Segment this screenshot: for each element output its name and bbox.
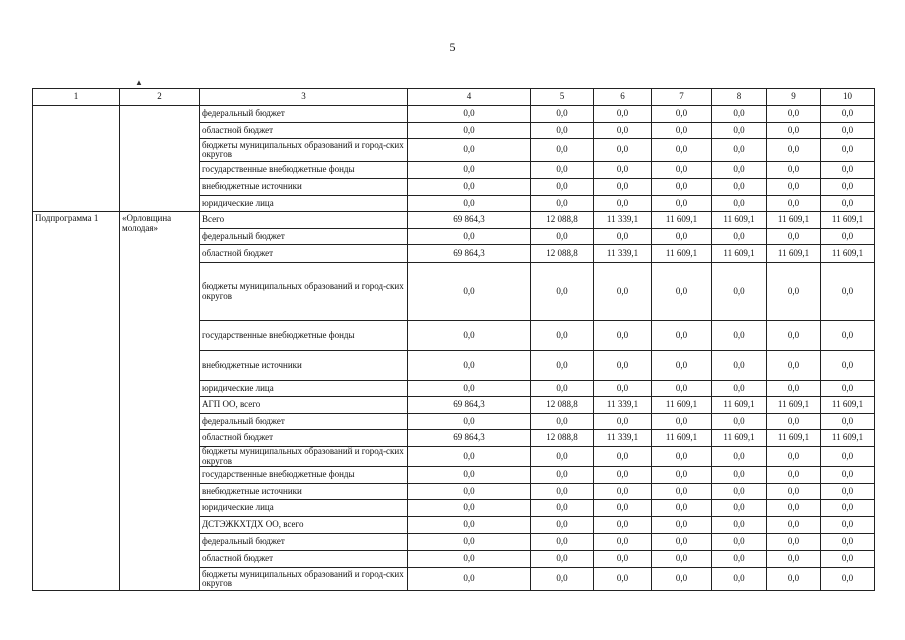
value-cell: 0,0 xyxy=(712,351,767,381)
source-label: АГП ОО, всего xyxy=(200,397,408,414)
value-cell: 0,0 xyxy=(821,500,875,517)
value-cell: 0,0 xyxy=(712,162,767,179)
value-cell: 0,0 xyxy=(652,500,712,517)
value-cell: 12 088,8 xyxy=(531,212,594,229)
source-label: юридические лица xyxy=(200,196,408,212)
value-cell: 11 609,1 xyxy=(652,430,712,447)
source-label: федеральный бюджет xyxy=(200,229,408,245)
source-label: внебюджетные источники xyxy=(200,484,408,500)
value-cell: 0,0 xyxy=(767,381,821,397)
value-cell: 11 339,1 xyxy=(594,430,652,447)
value-cell: 0,0 xyxy=(712,447,767,467)
value-cell: 0,0 xyxy=(767,568,821,591)
value-cell: 0,0 xyxy=(652,229,712,245)
value-cell: 0,0 xyxy=(594,179,652,196)
source-label: бюджеты муниципальных образований и город-ских округов xyxy=(200,447,408,467)
source-label: государственные внебюджетные фонды xyxy=(200,162,408,179)
value-cell: 0,0 xyxy=(531,534,594,551)
source-label: государственные внебюджетные фонды xyxy=(200,467,408,484)
value-cell: 0,0 xyxy=(821,229,875,245)
value-cell: 0,0 xyxy=(531,414,594,430)
value-cell: 0,0 xyxy=(531,179,594,196)
value-cell: 0,0 xyxy=(594,500,652,517)
value-cell: 0,0 xyxy=(767,229,821,245)
value-cell: 11 609,1 xyxy=(652,397,712,414)
value-cell: 0,0 xyxy=(531,321,594,351)
value-cell: 0,0 xyxy=(712,229,767,245)
value-cell: 0,0 xyxy=(408,534,531,551)
value-cell: 69 864,3 xyxy=(408,212,531,229)
value-cell: 0,0 xyxy=(821,517,875,534)
value-cell: 0,0 xyxy=(531,484,594,500)
value-cell: 0,0 xyxy=(767,351,821,381)
value-cell: 0,0 xyxy=(408,106,531,123)
value-cell: 11 609,1 xyxy=(652,245,712,263)
source-label: федеральный бюджет xyxy=(200,414,408,430)
value-cell: 12 088,8 xyxy=(531,397,594,414)
value-cell: 0,0 xyxy=(531,467,594,484)
column-header: 7 xyxy=(652,89,712,106)
value-cell: 0,0 xyxy=(821,263,875,321)
value-cell: 0,0 xyxy=(652,263,712,321)
source-label: внебюджетные источники xyxy=(200,351,408,381)
value-cell: 0,0 xyxy=(821,414,875,430)
value-cell: 0,0 xyxy=(821,162,875,179)
value-cell: 0,0 xyxy=(652,139,712,162)
value-cell: 11 609,1 xyxy=(652,212,712,229)
value-cell: 0,0 xyxy=(767,321,821,351)
value-cell: 0,0 xyxy=(531,229,594,245)
value-cell: 0,0 xyxy=(767,484,821,500)
value-cell: 0,0 xyxy=(712,484,767,500)
value-cell: 0,0 xyxy=(652,381,712,397)
source-label: юридические лица xyxy=(200,381,408,397)
value-cell: 0,0 xyxy=(408,500,531,517)
value-cell: 11 609,1 xyxy=(712,245,767,263)
value-cell: 0,0 xyxy=(594,447,652,467)
value-cell: 11 339,1 xyxy=(594,397,652,414)
column-header: 8 xyxy=(712,89,767,106)
value-cell: 0,0 xyxy=(821,123,875,139)
column-header: 4 xyxy=(408,89,531,106)
value-cell: 0,0 xyxy=(652,106,712,123)
source-label: внебюджетные источники xyxy=(200,179,408,196)
value-cell: 0,0 xyxy=(594,263,652,321)
value-cell: 0,0 xyxy=(767,162,821,179)
value-cell: 0,0 xyxy=(531,106,594,123)
value-cell: 0,0 xyxy=(712,414,767,430)
value-cell: 0,0 xyxy=(712,500,767,517)
value-cell: 0,0 xyxy=(408,139,531,162)
value-cell: 0,0 xyxy=(531,139,594,162)
program-cell xyxy=(33,106,120,212)
value-cell: 11 609,1 xyxy=(767,430,821,447)
value-cell: 0,0 xyxy=(594,484,652,500)
value-cell: 0,0 xyxy=(821,484,875,500)
table-row xyxy=(33,106,875,123)
value-cell: 0,0 xyxy=(767,467,821,484)
value-cell: 11 339,1 xyxy=(594,245,652,263)
value-cell: 11 609,1 xyxy=(767,212,821,229)
value-cell: 0,0 xyxy=(652,321,712,351)
column-header: 5 xyxy=(531,89,594,106)
value-cell: 0,0 xyxy=(594,139,652,162)
value-cell: 0,0 xyxy=(594,351,652,381)
value-cell: 0,0 xyxy=(767,447,821,467)
value-cell: 0,0 xyxy=(652,179,712,196)
value-cell: 0,0 xyxy=(767,500,821,517)
value-cell: 0,0 xyxy=(594,123,652,139)
value-cell: 0,0 xyxy=(594,534,652,551)
value-cell: 0,0 xyxy=(408,414,531,430)
value-cell: 0,0 xyxy=(767,263,821,321)
value-cell: 0,0 xyxy=(821,551,875,568)
value-cell: 0,0 xyxy=(712,139,767,162)
value-cell: 0,0 xyxy=(652,351,712,381)
value-cell: 0,0 xyxy=(767,139,821,162)
value-cell: 0,0 xyxy=(408,517,531,534)
source-label: федеральный бюджет xyxy=(200,534,408,551)
value-cell: 0,0 xyxy=(408,196,531,212)
value-cell: 0,0 xyxy=(594,467,652,484)
column-header: 1 xyxy=(33,89,120,106)
program-name-cell: «Орловщина молодая» xyxy=(120,212,200,591)
source-label: федеральный бюджет xyxy=(200,106,408,123)
value-cell: 0,0 xyxy=(712,179,767,196)
value-cell: 0,0 xyxy=(652,162,712,179)
value-cell: 11 609,1 xyxy=(712,397,767,414)
column-header: 9 xyxy=(767,89,821,106)
value-cell: 0,0 xyxy=(767,196,821,212)
value-cell: 11 609,1 xyxy=(712,212,767,229)
value-cell: 0,0 xyxy=(652,196,712,212)
value-cell: 0,0 xyxy=(821,534,875,551)
value-cell: 0,0 xyxy=(712,467,767,484)
value-cell: 0,0 xyxy=(652,517,712,534)
value-cell: 11 609,1 xyxy=(821,397,875,414)
value-cell: 0,0 xyxy=(408,381,531,397)
value-cell: 0,0 xyxy=(712,196,767,212)
value-cell: 11 609,1 xyxy=(767,245,821,263)
value-cell: 0,0 xyxy=(594,381,652,397)
value-cell: 0,0 xyxy=(594,321,652,351)
value-cell: 0,0 xyxy=(408,229,531,245)
value-cell: 0,0 xyxy=(531,551,594,568)
value-cell: 0,0 xyxy=(531,123,594,139)
value-cell: 0,0 xyxy=(821,321,875,351)
value-cell: 0,0 xyxy=(408,162,531,179)
value-cell: 0,0 xyxy=(821,196,875,212)
source-label: бюджеты муниципальных образований и город-ских округов xyxy=(200,568,408,591)
value-cell: 69 864,3 xyxy=(408,245,531,263)
value-cell: 0,0 xyxy=(712,551,767,568)
value-cell: 0,0 xyxy=(531,517,594,534)
value-cell: 11 609,1 xyxy=(767,397,821,414)
header-row xyxy=(33,89,875,106)
value-cell: 11 609,1 xyxy=(712,430,767,447)
value-cell: 0,0 xyxy=(594,414,652,430)
value-cell: 0,0 xyxy=(821,447,875,467)
value-cell: 0,0 xyxy=(712,517,767,534)
value-cell: 0,0 xyxy=(821,139,875,162)
value-cell: 0,0 xyxy=(594,517,652,534)
program-name-cell xyxy=(120,106,200,212)
value-cell: 69 864,3 xyxy=(408,397,531,414)
value-cell: 0,0 xyxy=(767,517,821,534)
value-cell: 0,0 xyxy=(767,123,821,139)
source-label: бюджеты муниципальных образований и город-ских округов xyxy=(200,263,408,321)
value-cell: 0,0 xyxy=(712,106,767,123)
value-cell: 0,0 xyxy=(712,263,767,321)
value-cell: 0,0 xyxy=(712,568,767,591)
value-cell: 0,0 xyxy=(408,179,531,196)
source-label: государственные внебюджетные фонды xyxy=(200,321,408,351)
value-cell: 11 609,1 xyxy=(821,245,875,263)
value-cell: 0,0 xyxy=(652,414,712,430)
value-cell: 0,0 xyxy=(408,484,531,500)
value-cell: 0,0 xyxy=(767,534,821,551)
value-cell: 0,0 xyxy=(531,500,594,517)
value-cell: 0,0 xyxy=(712,123,767,139)
value-cell: 0,0 xyxy=(767,414,821,430)
program-cell: Подпрограмма 1 xyxy=(33,212,120,591)
value-cell: 0,0 xyxy=(767,179,821,196)
value-cell: 0,0 xyxy=(408,351,531,381)
value-cell: 0,0 xyxy=(652,123,712,139)
value-cell: 0,0 xyxy=(531,381,594,397)
source-label: областной бюджет xyxy=(200,123,408,139)
value-cell: 0,0 xyxy=(594,196,652,212)
value-cell: 0,0 xyxy=(408,447,531,467)
source-label: Всего xyxy=(200,212,408,229)
value-cell: 0,0 xyxy=(531,263,594,321)
value-cell: 0,0 xyxy=(712,381,767,397)
value-cell: 0,0 xyxy=(712,534,767,551)
value-cell: 0,0 xyxy=(652,568,712,591)
value-cell: 69 864,3 xyxy=(408,430,531,447)
value-cell: 0,0 xyxy=(652,534,712,551)
value-cell: 0,0 xyxy=(408,467,531,484)
value-cell: 0,0 xyxy=(821,467,875,484)
value-cell: 0,0 xyxy=(712,321,767,351)
value-cell: 0,0 xyxy=(408,551,531,568)
value-cell: 0,0 xyxy=(531,447,594,467)
value-cell: 0,0 xyxy=(652,484,712,500)
table-body xyxy=(33,89,875,591)
source-label: юридические лица xyxy=(200,500,408,517)
value-cell: 0,0 xyxy=(767,106,821,123)
source-label: областной бюджет xyxy=(200,430,408,447)
value-cell: 0,0 xyxy=(408,263,531,321)
value-cell: 12 088,8 xyxy=(531,430,594,447)
source-label: областной бюджет xyxy=(200,245,408,263)
value-cell: 0,0 xyxy=(408,123,531,139)
column-header: 3 xyxy=(200,89,408,106)
value-cell: 12 088,8 xyxy=(531,245,594,263)
value-cell: 0,0 xyxy=(408,321,531,351)
value-cell: 0,0 xyxy=(652,551,712,568)
column-header: 2 xyxy=(120,89,200,106)
source-label: ДСТЭЖКХТДХ ОО, всего xyxy=(200,517,408,534)
value-cell: 11 609,1 xyxy=(821,212,875,229)
value-cell: 0,0 xyxy=(594,229,652,245)
value-cell: 0,0 xyxy=(652,467,712,484)
value-cell: 0,0 xyxy=(531,196,594,212)
value-cell: 0,0 xyxy=(652,447,712,467)
value-cell: 0,0 xyxy=(594,568,652,591)
value-cell: 0,0 xyxy=(821,568,875,591)
value-cell: 0,0 xyxy=(594,551,652,568)
value-cell: 0,0 xyxy=(594,106,652,123)
value-cell: 0,0 xyxy=(821,381,875,397)
budget-table xyxy=(32,88,875,591)
table-row xyxy=(33,212,875,229)
value-cell: 0,0 xyxy=(531,568,594,591)
column-header: 6 xyxy=(594,89,652,106)
value-cell: 0,0 xyxy=(531,162,594,179)
value-cell: 0,0 xyxy=(821,179,875,196)
value-cell: 0,0 xyxy=(531,351,594,381)
value-cell: 0,0 xyxy=(408,568,531,591)
value-cell: 0,0 xyxy=(767,551,821,568)
value-cell: 0,0 xyxy=(821,351,875,381)
page-number: 5 xyxy=(449,40,456,54)
value-cell: 11 609,1 xyxy=(821,430,875,447)
value-cell: 11 339,1 xyxy=(594,212,652,229)
column-header: 10 xyxy=(821,89,875,106)
scan-mark: ▲ xyxy=(135,78,143,87)
source-label: бюджеты муниципальных образований и город-ских округов xyxy=(200,139,408,162)
source-label: областной бюджет xyxy=(200,551,408,568)
value-cell: 0,0 xyxy=(821,106,875,123)
value-cell: 0,0 xyxy=(594,162,652,179)
